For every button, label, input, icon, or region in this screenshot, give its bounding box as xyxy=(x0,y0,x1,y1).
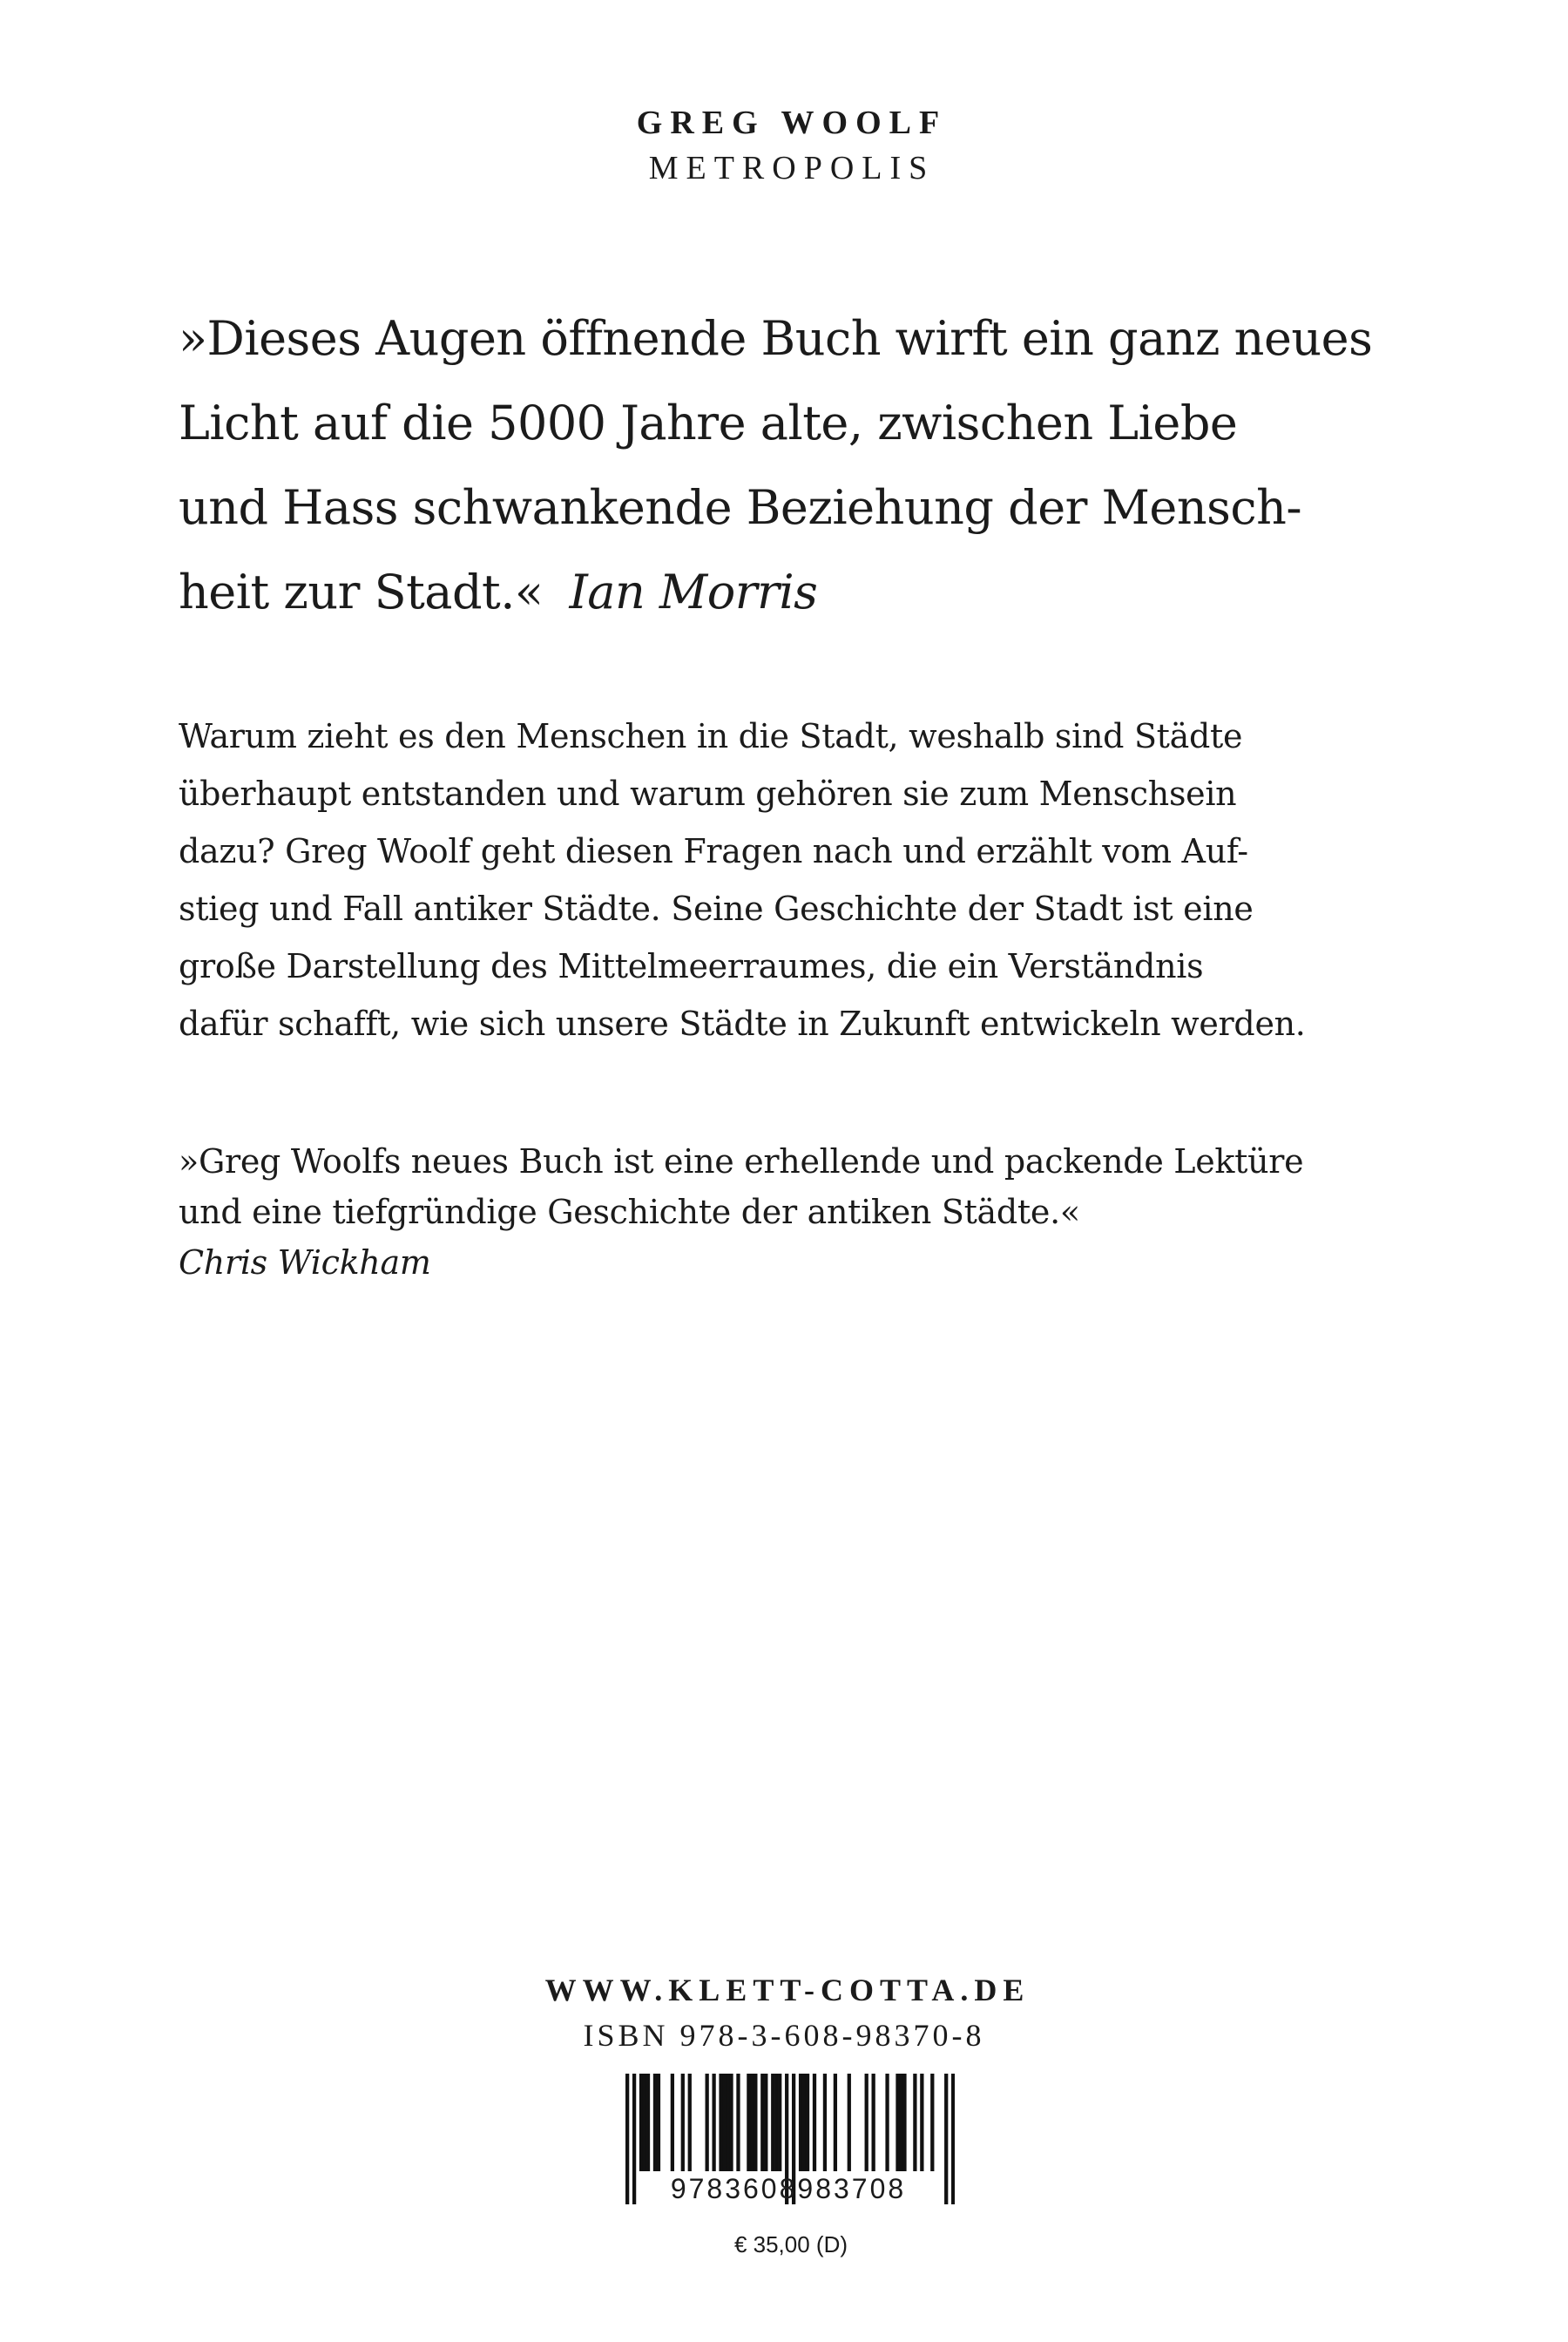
barcode-bar xyxy=(872,2074,875,2171)
lead-quote-line: »Dieses Augen öffnende Buch wirft ein ganz neues xyxy=(179,311,1373,366)
barcode-bar xyxy=(813,2074,816,2171)
price-label: € 35,00 (D) xyxy=(733,2231,848,2257)
blurb-text xyxy=(179,707,1416,1053)
barcode-bar xyxy=(681,2074,685,2171)
barcode-bar xyxy=(736,2074,740,2171)
publisher-footer xyxy=(0,1971,1568,2054)
barcode-bar xyxy=(706,2074,709,2171)
barcode-bar xyxy=(806,2074,809,2171)
barcode-bar xyxy=(865,2074,868,2171)
publisher-url[interactable]: WWW.KLETT-COTTA.DE xyxy=(544,1973,1031,2007)
barcode-bar xyxy=(688,2074,692,2171)
barcode-bar xyxy=(930,2074,934,2171)
cover-header xyxy=(0,103,1568,188)
lead-quote-line: und Hass schwankende Beziehung der Mensch- xyxy=(179,480,1302,535)
barcode-bar xyxy=(899,2074,902,2171)
lead-quote-line: Licht auf die 5000 Jahre alte, zwischen Liebe xyxy=(179,396,1238,450)
barcode-bar xyxy=(722,2074,726,2171)
blurb-line: große Darstellung des Mittelmeerraumes, die ein Verständnis xyxy=(179,947,1204,985)
blurb-line: dazu? Greg Woolf geht diesen Fragen nach und erzählt vom Auf- xyxy=(179,832,1248,870)
barcode-bar xyxy=(799,2074,802,2171)
barcode-bar xyxy=(764,2074,767,2171)
barcode-bar xyxy=(750,2074,754,2171)
barcode-bar xyxy=(896,2074,899,2171)
barcode-bar xyxy=(671,2074,674,2171)
second-quote-line: und eine tiefgründige Geschichte der antiken Städte.« xyxy=(179,1193,1080,1231)
author-name: GREG WOOLF xyxy=(636,105,948,141)
second-quote xyxy=(179,1136,1416,1288)
barcode-bar xyxy=(754,2074,757,2171)
barcode-bar xyxy=(834,2074,837,2171)
barcode-bar xyxy=(774,2074,778,2171)
lead-quote-last-line xyxy=(179,550,1416,634)
barcode-bar xyxy=(653,2074,657,2171)
blurb-line: überhaupt entstanden und warum gehören sie zum Menschsein xyxy=(179,775,1237,813)
barcode-bar xyxy=(646,2074,650,2171)
lead-quote-attribution: Ian Morris xyxy=(569,565,818,619)
lead-quote-line: heit zur Stadt.« xyxy=(179,565,544,619)
book-title: METROPOLIS xyxy=(648,150,936,186)
barcode-bar xyxy=(726,2074,729,2171)
barcode-bar xyxy=(802,2074,806,2171)
barcode-bar xyxy=(747,2074,750,2171)
barcode-bar xyxy=(920,2074,923,2171)
barcode-bar xyxy=(902,2074,906,2171)
barcode-bar xyxy=(760,2074,764,2171)
barcode-bar xyxy=(778,2074,781,2171)
barcode-bar xyxy=(885,2074,889,2171)
barcode-bar xyxy=(639,2074,643,2171)
barcode-bar xyxy=(771,2074,774,2171)
isbn-number: ISBN 978-3-608-98370-8 xyxy=(583,2018,985,2053)
barcode-bar xyxy=(848,2074,851,2171)
blurb-line: stieg und Fall antiker Städte. Seine Geschichte der Stadt ist eine xyxy=(179,890,1254,928)
second-quote-line: »Greg Woolfs neues Buch ist eine erhellende und packende Lektüre xyxy=(179,1142,1304,1181)
blurb-line: dafür schafft, wie sich unsere Städte in Zukunft entwickeln werden. xyxy=(179,1005,1306,1043)
blurb-line: Warum zieht es den Menschen in die Stadt, weshalb sind Städte xyxy=(179,717,1243,755)
second-quote-attribution: Chris Wickham xyxy=(179,1243,431,1282)
barcode-digits: 9783608983708 xyxy=(670,2173,907,2204)
barcode-bar xyxy=(719,2074,722,2171)
barcode-bar xyxy=(643,2074,646,2171)
barcode-bar xyxy=(657,2074,660,2171)
lead-quote xyxy=(179,296,1416,634)
barcode-bar xyxy=(913,2074,916,2171)
barcode-bar xyxy=(823,2074,827,2171)
barcode-bar xyxy=(712,2074,715,2171)
barcode-bar xyxy=(729,2074,733,2171)
